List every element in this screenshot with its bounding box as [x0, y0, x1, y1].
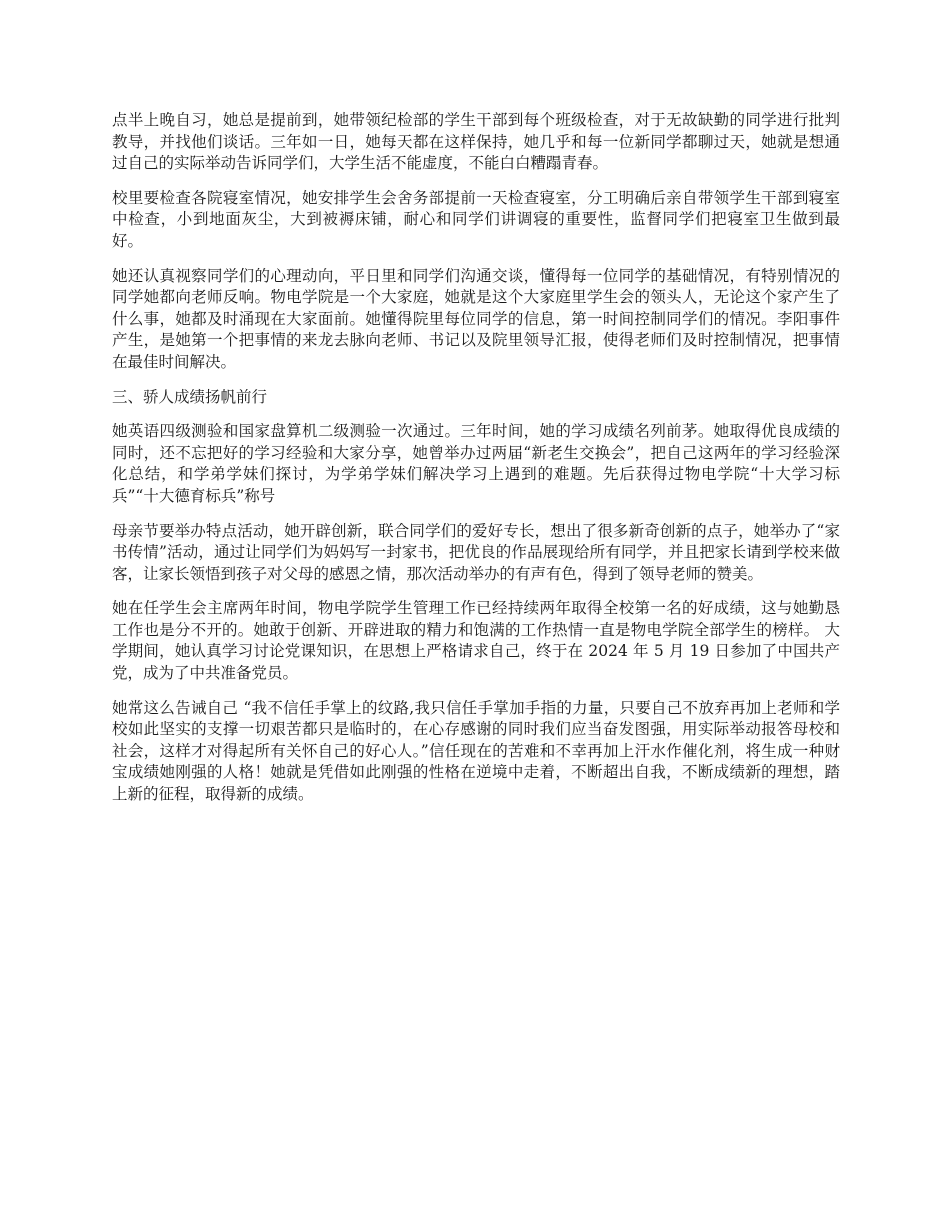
paragraph-student-care: 她还认真视察同学们的心理动向，平日里和同学们沟通交谈，懂得每一位同学的基础情况，有特别情况的同学她都向老师反响。物电学院是一个大家庭，她就是这个大家庭里学生会的领头人，无论这个家产生了什么事，她都及时涌现在大家面前。她懂得院里每位同学的信息，第一时间控制同学们的情况。李阳事件产生，是她第一个把事情的来龙去脉向老师、书记以及院里领导汇报，使得老师们及时控制情况，把事情在最佳时间解决。	[112, 266, 840, 371]
paragraph-study-achievements: 她英语四级测验和国家盘算机二级测验一次通过。三年时间，她的学习成绩名列前茅。她取得优良成绩的同时，还不忘把好的学习经验和大家分享，她曾举办过两届“新老生交换会”，把自己这两年的学习经验深化总结，和学弟学妹们探讨，为学弟学妹们解决学习上遇到的难题。先后获得过物电学院“十大学习标兵”“十大德育标兵”称号	[112, 422, 840, 505]
paragraph-student-union-chair: 她在任学生会主席两年时间，物电学院学生管理工作已经持续两年取得全校第一名的好成绩，这与她勤恳工作也是分不开的。她敢于创新、开辟进取的精力和饱满的工作热情一直是物电学院全部学生的榜样。 大学期间，她认真学习讨论党课知识，在思想上严格请求自己，终于在 2024 年 5 月 19 日参加了中国共产党，成为了中共准备党员。	[112, 599, 840, 683]
document-body	[112, 110, 840, 819]
paragraph-mothers-day-event: 母亲节要举办特点活动，她开辟创新，联合同学们的爱好专长，想出了很多新奇创新的点子，她举办了“家书传情”活动，通过让同学们为妈妈写一封家书，把优良的作品展现给所有同学，并且把家长请到学校来做客，让家长领悟到孩子对父母的感恩之情，那次活动举办的有声有色，得到了领导老师的赞美。	[112, 521, 840, 583]
paragraph-dorm-inspection: 校里要检查各院寝室情况，她安排学生会舍务部提前一天检查寝室，分工明确后亲自带领学生干部到寝室中检查，小到地面灰尘，大到被褥床铺，耐心和同学们讲调寝的重要性，监督同学们把寝室卫生做到最好。	[112, 188, 840, 250]
paragraph-evening-study: 点半上晚自习，她总是提前到，她带领纪检部的学生干部到每个班级检查，对于无故缺勤的同学进行批判教导，并找他们谈话。三年如一日，她每天都在这样保持，她几乎和每一位新同学都聊过天，她就是想通过自己的实际举动告诉同学们，大学生活不能虚度，不能白白糟蹋青春。	[112, 111, 840, 173]
paragraph-self-motto: 她常这么告诫自己 “我不信任手掌上的纹路,我只信任手掌加手指的力量，只要自己不放弃再加上老师和学校如此坚实的支撑一切艰苦都只是临时的，在心存感谢的同时我们应当奋发图强，用实际举动报答母校和社会，这样才对得起所有关怀自己的好心人。”信任现在的苦难和不幸再加上汗水作催化剂，将生成一种财宝成绩她刚强的人格！她就是凭借如此刚强的性格在逆境中走着，不断超出自我，不断成绩新的理想，踏上新的征程，取得新的成绩。	[112, 698, 840, 804]
section-heading: 三、骄人成绩扬帆前行	[112, 387, 268, 406]
